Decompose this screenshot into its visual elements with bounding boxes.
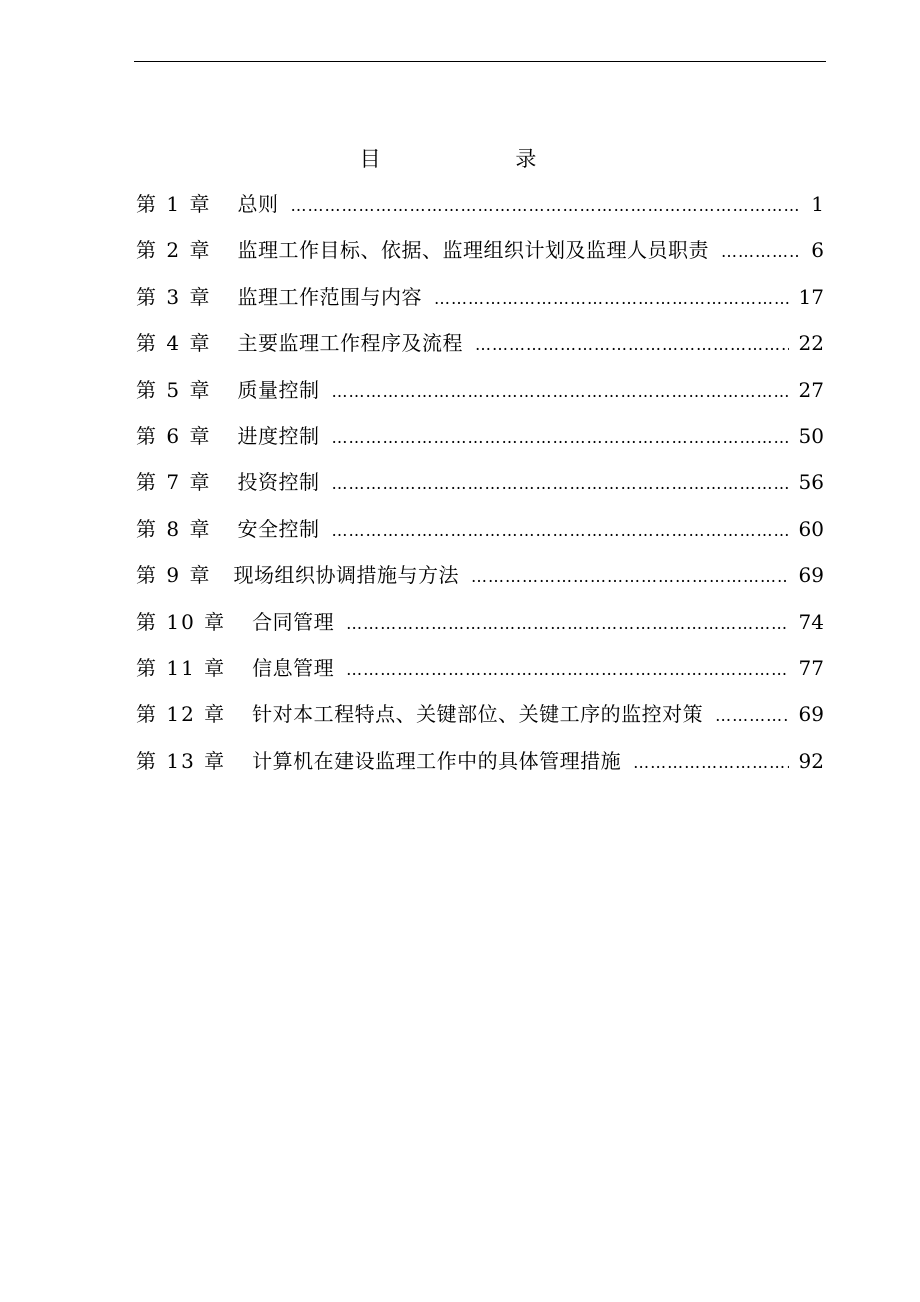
toc-entry[interactable]	[136, 234, 824, 280]
toc-leader	[331, 376, 788, 408]
toc-page: 22	[798, 331, 824, 356]
toc-chapter: 第 10 章	[136, 609, 227, 634]
toc-page: 74	[798, 609, 824, 634]
toc-leader	[346, 608, 788, 640]
toc-entry[interactable]	[136, 281, 824, 327]
toc-name: 计算机在建设监理工作中的具体管理措施	[252, 748, 622, 773]
toc-title: 目 录	[359, 147, 601, 171]
toc-chapter: 第 3 章	[136, 284, 212, 309]
toc-name: 监理工作目标、依据、监理组织计划及监理人员职责	[237, 238, 709, 263]
toc-entry[interactable]	[136, 513, 824, 559]
toc-leader	[290, 190, 800, 222]
toc-entry[interactable]	[136, 188, 824, 234]
toc-leader	[471, 561, 789, 593]
toc-name: 进度控制	[237, 423, 320, 448]
toc-entry[interactable]	[136, 466, 824, 512]
toc-chapter: 第 9 章	[136, 563, 212, 588]
toc-name: 投资控制	[237, 470, 320, 495]
toc-entry[interactable]	[136, 652, 824, 698]
toc-chapter: 第 5 章	[136, 377, 212, 402]
toc-entry[interactable]	[136, 606, 824, 652]
toc-name: 总则	[237, 192, 279, 216]
header-rule	[134, 61, 826, 62]
toc-chapter: 第 1 章	[136, 192, 212, 216]
toc-name: 针对本工程特点、关键部位、关键工序的监控对策	[252, 702, 704, 727]
toc-page: 77	[798, 655, 824, 680]
toc-leader	[633, 747, 788, 779]
toc-leader	[475, 329, 789, 361]
toc-leader	[331, 468, 788, 500]
toc-entry[interactable]	[136, 745, 824, 791]
toc-chapter: 第 13 章	[136, 748, 227, 773]
toc-leader	[434, 283, 789, 315]
toc-entry[interactable]	[136, 420, 824, 466]
toc-name: 现场组织协调措施与方法	[233, 563, 459, 588]
toc-entry[interactable]	[136, 327, 824, 373]
toc-page: 50	[798, 423, 824, 448]
toc-leader	[346, 654, 788, 686]
toc-chapter: 第 7 章	[136, 470, 212, 495]
toc-leader	[331, 515, 788, 547]
toc-entry[interactable]	[136, 698, 824, 744]
toc-leader	[721, 236, 800, 268]
toc-page: 6	[811, 238, 824, 263]
toc-chapter: 第 6 章	[136, 423, 212, 448]
toc-name: 安全控制	[237, 516, 320, 541]
toc-page: 27	[798, 377, 824, 402]
toc-name: 信息管理	[252, 655, 335, 680]
toc-name: 监理工作范围与内容	[237, 284, 422, 309]
toc-chapter: 第 8 章	[136, 516, 212, 541]
toc-chapter: 第 4 章	[136, 331, 212, 356]
toc-page: 69	[798, 702, 824, 727]
toc-page: 1	[811, 192, 824, 216]
toc-list	[136, 188, 824, 791]
toc-page: 92	[798, 748, 824, 773]
toc-name: 主要监理工作程序及流程	[237, 331, 463, 356]
toc-entry[interactable]	[136, 374, 824, 420]
toc-chapter: 第 11 章	[136, 655, 227, 680]
toc-leader	[715, 700, 788, 732]
toc-name: 质量控制	[237, 377, 320, 402]
toc-chapter: 第 12 章	[136, 702, 227, 727]
toc-page: 56	[798, 470, 824, 495]
toc-page: 17	[798, 284, 824, 309]
toc-page: 69	[798, 563, 824, 588]
toc-page: 60	[798, 516, 824, 541]
toc-leader	[331, 422, 788, 454]
toc-name: 合同管理	[252, 609, 335, 634]
toc-entry[interactable]	[136, 559, 824, 605]
toc-chapter: 第 2 章	[136, 238, 212, 263]
